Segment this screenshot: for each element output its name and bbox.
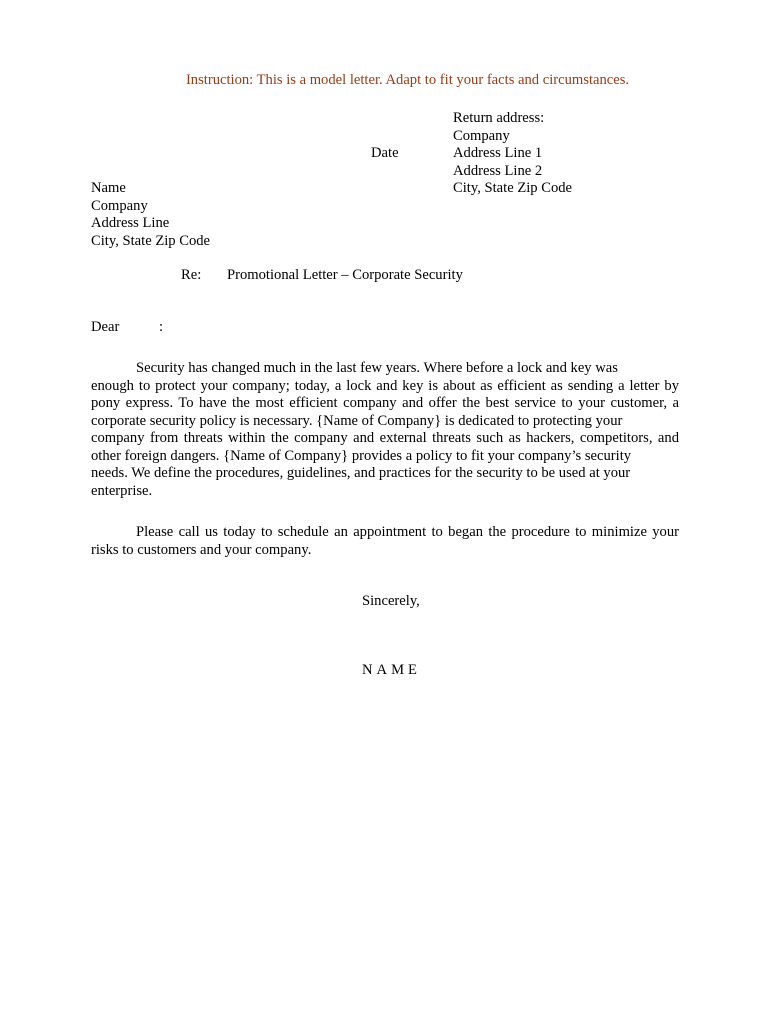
paragraph-line: enterprise. (91, 482, 153, 499)
paragraph-line: corporate security policy is necessary. {Name of Company} is dedicated to protecting your (91, 412, 623, 429)
paragraph-line: other foreign dangers. {Name of Company} provides a policy to fit your company’s security (91, 447, 632, 464)
salutation: Dear (91, 319, 120, 335)
recipient-company: Company (91, 197, 148, 214)
paragraph-line: risks to customers and your company. (91, 541, 312, 558)
return-address-city: City, State Zip Code (453, 180, 573, 196)
instruction-note: Instruction: This is a model letter. Adapt to fit your facts and circumstances. (185, 72, 630, 88)
letter-date: Date (371, 145, 399, 161)
closing: Sincerely, (362, 593, 420, 609)
signature-name: NAME (362, 662, 421, 678)
re-label: Re: (181, 267, 202, 283)
paragraph-line: Security has changed much in the last few years. Where before a lock and key was (136, 360, 618, 376)
paragraph-line: Please call us today to schedule an appointment to began the procedure to minimize your (136, 524, 679, 540)
paragraph-line: needs. We define the procedures, guidelines, and practices for the security to be used at your (91, 465, 631, 481)
recipient-address-line: Address Line (91, 215, 170, 231)
paragraph-line: pony express. To have the most efficient company and offer the best service to your customer, a (91, 395, 679, 411)
return-address-company: Company (453, 127, 510, 144)
recipient-address-block (91, 180, 210, 250)
salutation-colon: : (159, 319, 164, 335)
return-address-line-2: Address Line 2 (453, 162, 543, 179)
paragraph-line: enough to protect your company; today, a lock and key is about as efficient as sending a letter by (91, 377, 679, 394)
body-paragraph-1 (91, 360, 679, 500)
return-address-label: Return address: (453, 110, 545, 126)
body-paragraph-2 (91, 524, 679, 559)
return-address-line-1: Address Line 1 (453, 145, 543, 161)
paragraph-line: company from threats within the company and external threats such as hackers, competitors, and (91, 430, 679, 446)
re-subject: Promotional Letter – Corporate Security (227, 267, 463, 283)
recipient-name: Name (91, 180, 126, 196)
recipient-city: City, State Zip Code (91, 232, 211, 249)
return-address-block (453, 110, 572, 198)
